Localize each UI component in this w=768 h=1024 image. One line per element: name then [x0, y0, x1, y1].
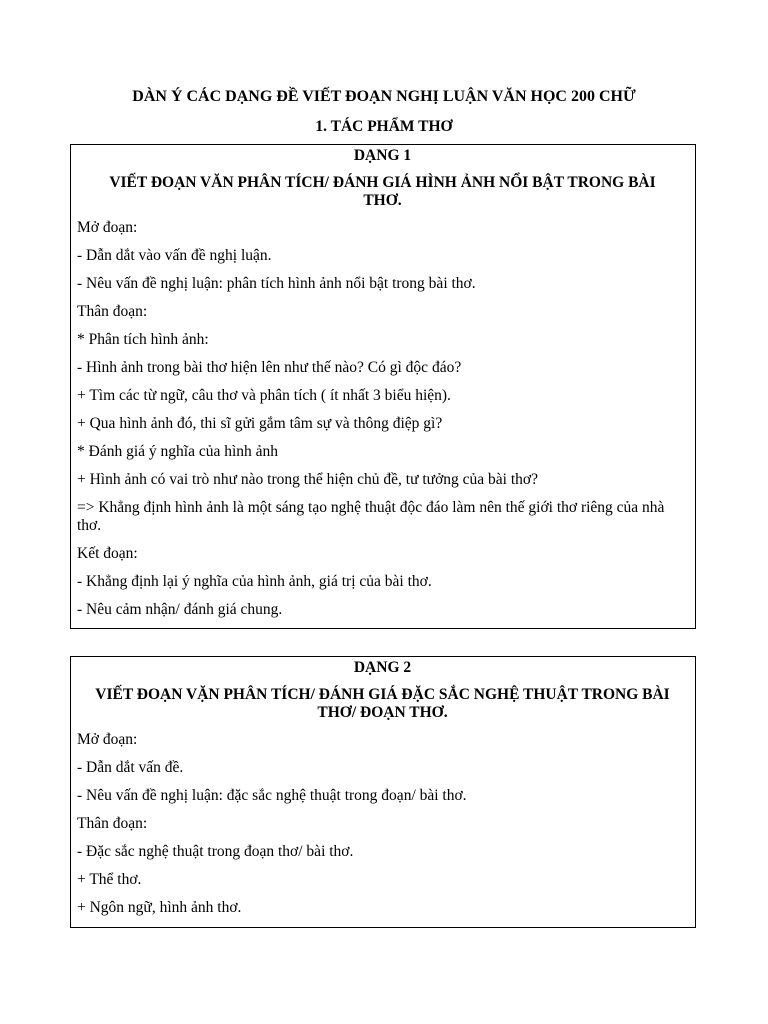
outline-line: + Ngôn ngữ, hình ảnh thơ.	[77, 899, 242, 916]
outline-line: - Khẳng định lại ý nghĩa của hình ảnh, giá trị của bài thơ.	[77, 573, 432, 590]
section-subtitle: 1. TÁC PHẨM THƠ	[315, 118, 453, 135]
box-heading: VIẾT ĐOẠN VẶN PHÂN TÍCH/ ĐÁNH GIÁ ĐẶC SẮC NGHỆ THUẬT TRONG BÀI THƠ/ ĐOẠN THƠ.	[95, 686, 670, 721]
box-label: DẠNG 1	[353, 147, 412, 164]
document-title: DÀN Ý CÁC DẠNG ĐỀ VIẾT ĐOẠN NGHỊ LUẬN VĂN HỌC 200 CHỮ	[132, 88, 636, 105]
outline-line: => Khẳng định hình ảnh là một sáng tạo nghệ thuật độc đáo làm nên thế giới thơ riêng của nhà thơ.	[77, 499, 665, 534]
box-heading: VIẾT ĐOẠN VĂN PHÂN TÍCH/ ĐÁNH GIÁ HÌNH ẢNH NỔI BẬT TRONG BÀI THƠ.	[109, 174, 656, 209]
outline-line: - Nêu cảm nhận/ đánh giá chung.	[77, 601, 283, 618]
outline-line: Kết đoạn:	[77, 545, 138, 562]
outline-line: * Đánh giá ý nghĩa của hình ảnh	[77, 443, 279, 460]
outline-line: + Hình ảnh có vai trò như nào trong thể hiện chủ đề, tư tưởng của bài thơ?	[77, 471, 538, 488]
outline-box-dang-2	[70, 656, 696, 928]
outline-line: Thân đoạn:	[77, 303, 148, 320]
outline-line: - Nêu vấn đề nghị luận: phân tích hình ảnh nổi bật trong bài thơ.	[77, 275, 476, 292]
outline-line: + Tìm các từ ngữ, câu thơ và phân tích ( ít nhất 3 biểu hiện).	[77, 387, 451, 404]
outline-line: Thân đoạn:	[77, 815, 148, 832]
outline-line: - Hình ảnh trong bài thơ hiện lên như thế nào? Có gì độc đáo?	[77, 359, 462, 376]
outline-lines	[77, 731, 688, 917]
outline-line: - Đặc sắc nghệ thuật trong đoạn thơ/ bài thơ.	[77, 843, 354, 860]
outline-line: - Dẫn dắt vào vấn đề nghị luận.	[77, 247, 272, 264]
outline-lines	[77, 219, 688, 619]
outline-line: Mở đoạn:	[77, 219, 138, 236]
outline-line: + Thể thơ.	[77, 871, 142, 888]
outline-line: - Nêu vấn đề nghị luận: đặc sắc nghệ thuật trong đoạn/ bài thơ.	[77, 787, 467, 804]
outline-line: Mở đoạn:	[77, 731, 138, 748]
outline-line: * Phân tích hình ảnh:	[77, 331, 209, 348]
outline-line: - Dẫn dắt vấn đề.	[77, 759, 184, 776]
outline-line: + Qua hình ảnh đó, thi sĩ gửi gắm tâm sự và thông điệp gì?	[77, 415, 443, 432]
outline-box-dang-1	[70, 144, 696, 629]
box-label: DẠNG 2	[353, 659, 412, 676]
